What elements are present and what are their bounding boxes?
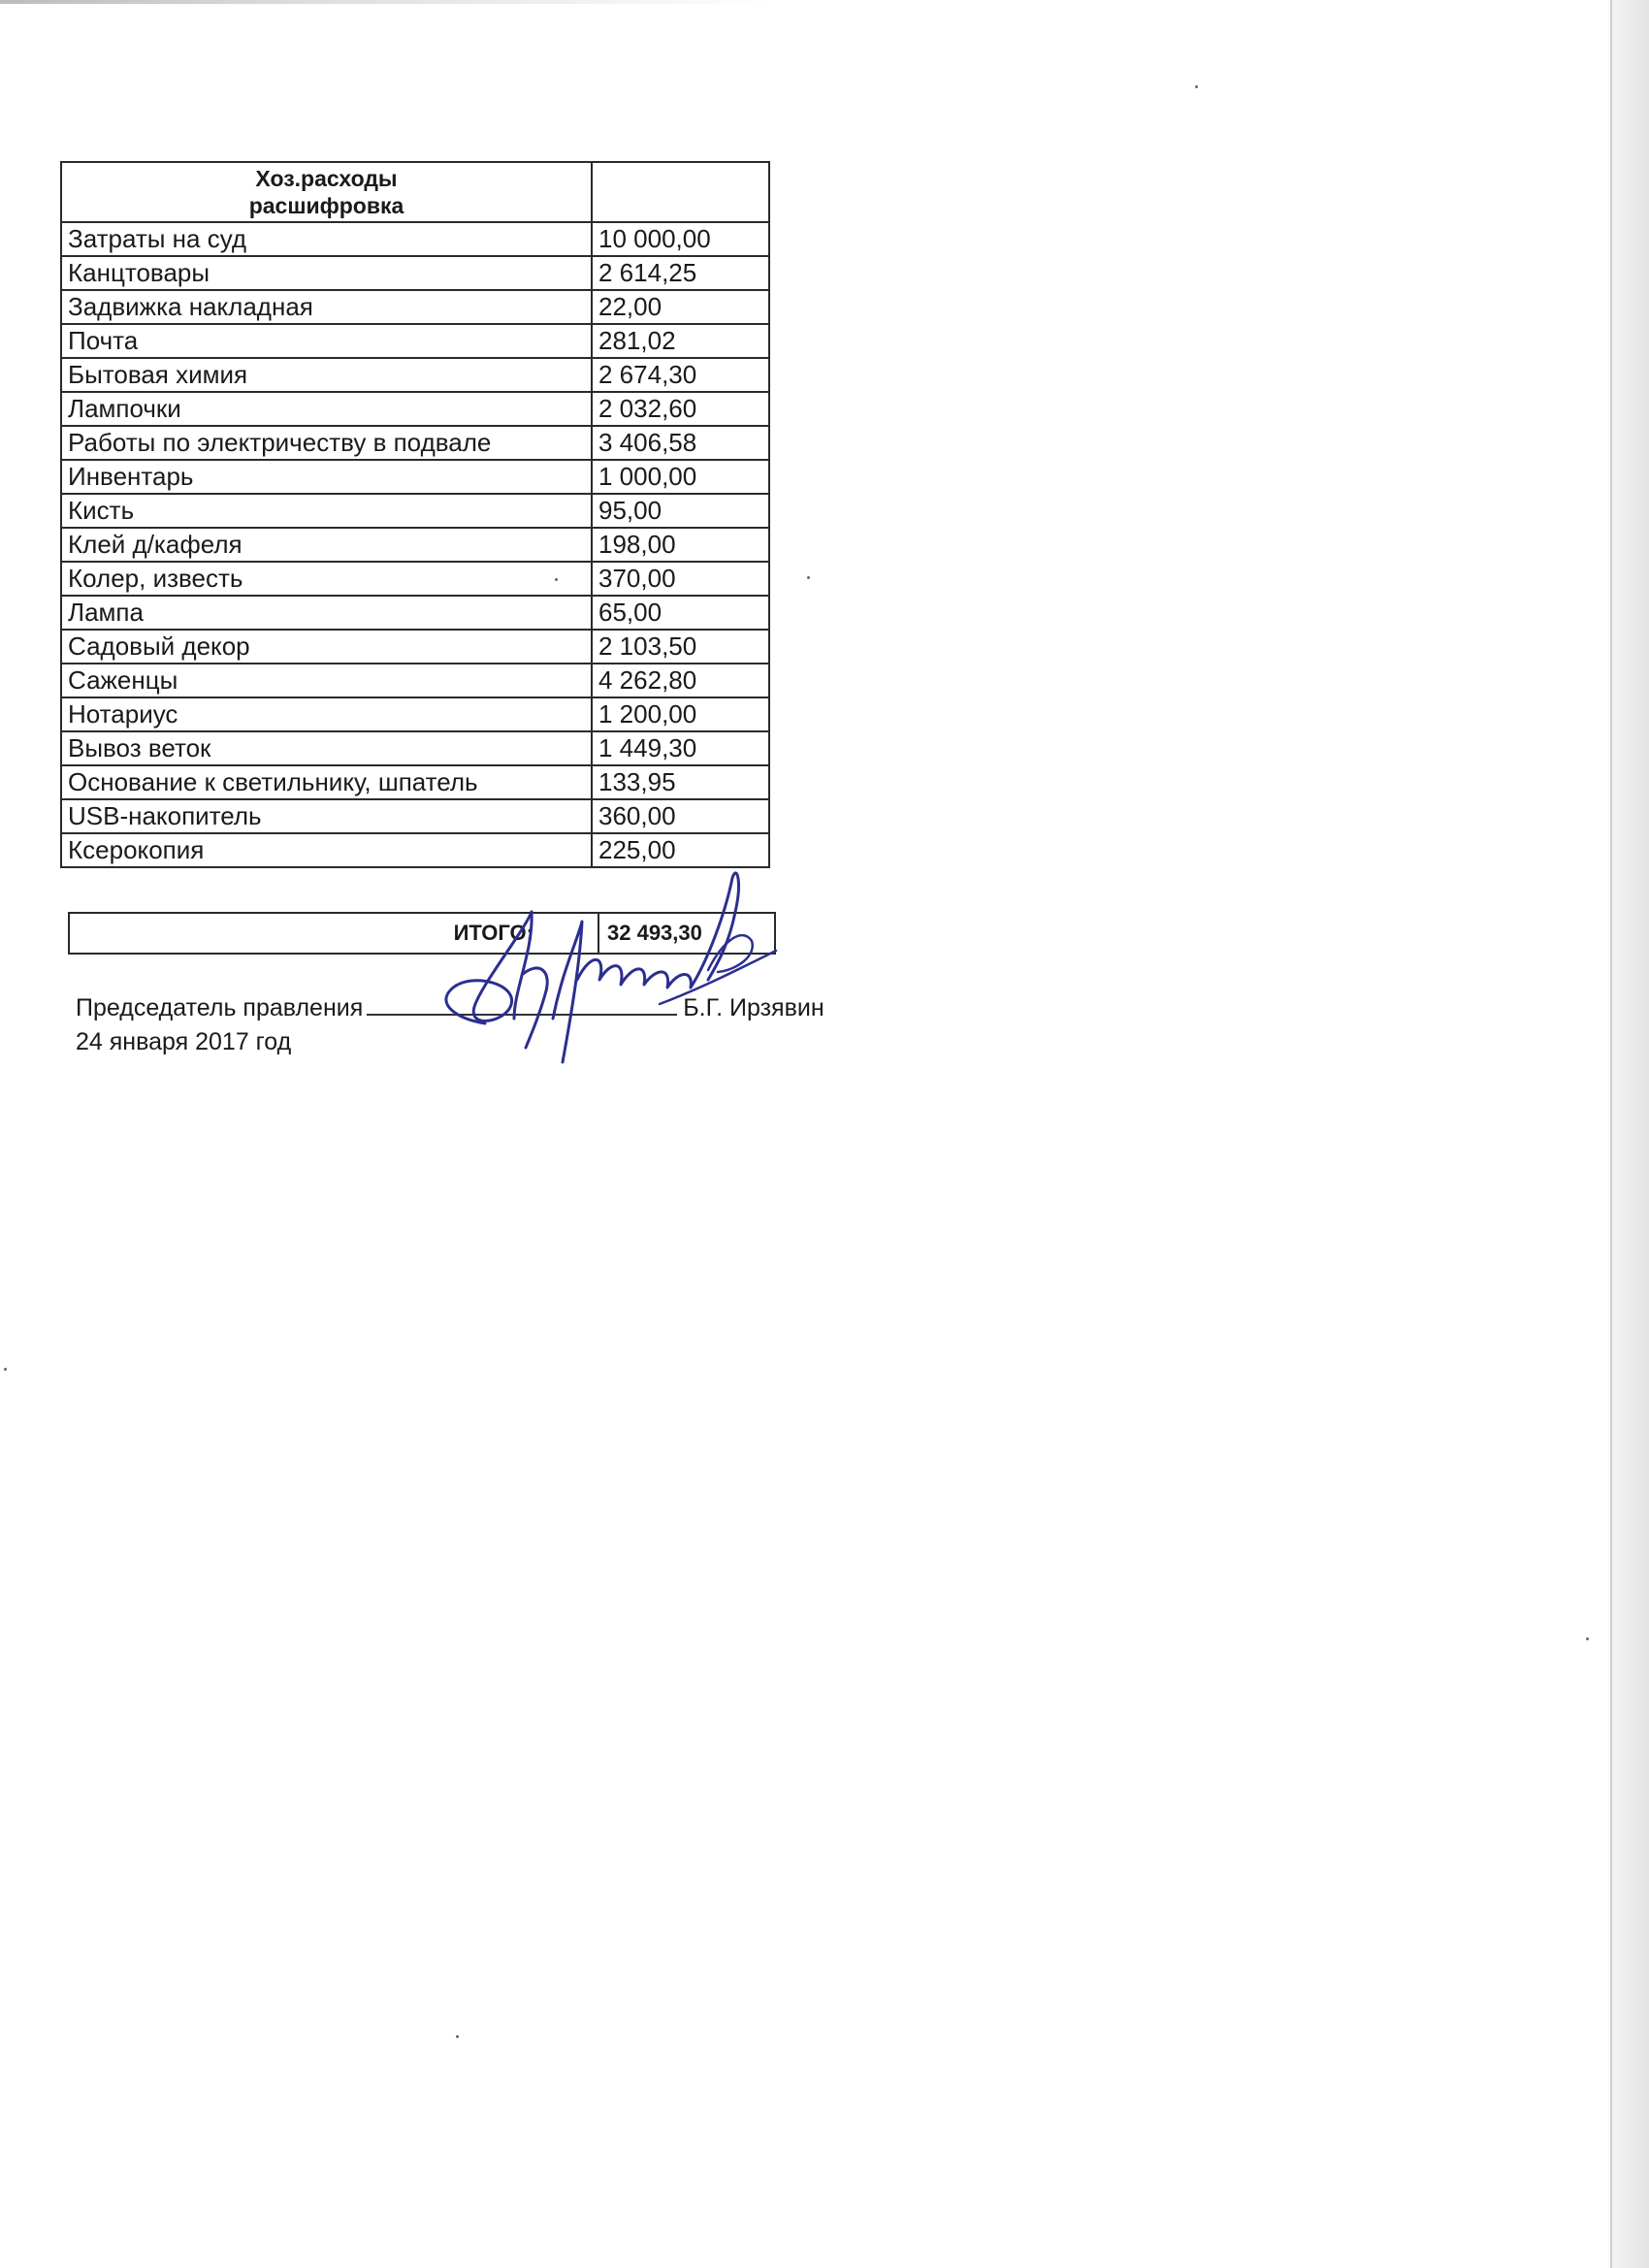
expense-name-cell: Основание к светильнику, шпатель [61, 765, 592, 799]
expense-value-cell: 4 262,80 [592, 664, 769, 697]
scan-speck [1586, 1637, 1589, 1640]
header-line-1: Хоз.расходы [255, 166, 398, 191]
expense-name-cell: Вывоз веток [61, 731, 592, 765]
scan-page-edge-line [1610, 0, 1612, 2268]
expense-name-cell: Бытовая химия [61, 358, 592, 392]
expense-value-cell: 2 103,50 [592, 630, 769, 664]
signature-stroke [553, 922, 582, 1062]
expense-value-cell: 95,00 [592, 494, 769, 528]
signature-stroke [446, 912, 532, 1023]
expense-value-cell: 22,00 [592, 290, 769, 324]
expense-value-cell: 198,00 [592, 528, 769, 562]
total-value: 32 493,30 [598, 913, 775, 954]
expense-value-cell: 2 674,30 [592, 358, 769, 392]
table-row [61, 664, 769, 697]
expense-table [60, 161, 770, 868]
total-label: ИТОГО: [69, 913, 598, 954]
expense-name-cell: Нотариус [61, 697, 592, 731]
table-header-value [592, 162, 769, 222]
chairman-label: Председатель правления [76, 994, 364, 1021]
expense-name-cell: Клей д/кафеля [61, 528, 592, 562]
table-row [61, 494, 769, 528]
scan-speck [456, 2035, 459, 2038]
header-line-2: расшифровка [248, 193, 404, 218]
expense-value-cell: 1 000,00 [592, 460, 769, 494]
scan-speck [555, 578, 558, 581]
expense-value-cell: 2 032,60 [592, 392, 769, 426]
expense-name-cell: Лампочки [61, 392, 592, 426]
table-row [61, 324, 769, 358]
table-row [61, 596, 769, 630]
expense-name-cell: Задвижка накладная [61, 290, 592, 324]
table-header-row [61, 162, 769, 222]
expense-value-cell: 1 200,00 [592, 697, 769, 731]
expense-name-cell: Саженцы [61, 664, 592, 697]
handwritten-signature [417, 825, 786, 1096]
scan-speck [1195, 85, 1198, 88]
document-date: 24 января 2017 год [76, 1028, 292, 1055]
expense-name-cell: Канцтовары [61, 256, 592, 290]
table-row [61, 630, 769, 664]
expense-value-cell: 10 000,00 [592, 222, 769, 256]
signature-stroke [691, 873, 738, 988]
expense-name-cell: Лампа [61, 596, 592, 630]
table-row [61, 528, 769, 562]
expense-name-cell: Ксерокопия [61, 833, 592, 867]
expense-value-cell: 281,02 [592, 324, 769, 358]
table-row [61, 765, 769, 799]
expense-value-cell: 370,00 [592, 562, 769, 596]
table-row [61, 562, 769, 596]
scan-speck [807, 576, 810, 579]
table-row [61, 426, 769, 460]
expense-name-cell: Садовый декор [61, 630, 592, 664]
expense-name-cell: Работы по электричеству в подвале [61, 426, 592, 460]
table-row [61, 358, 769, 392]
expense-value-cell: 1 449,30 [592, 731, 769, 765]
scan-page-edge [1610, 0, 1649, 2268]
table-row [61, 256, 769, 290]
table-row [61, 392, 769, 426]
scan-top-edge [0, 0, 776, 4]
expense-value-cell: 225,00 [592, 833, 769, 867]
table-row [61, 697, 769, 731]
table-row [61, 290, 769, 324]
expense-value-cell: 65,00 [592, 596, 769, 630]
table-row [61, 222, 769, 256]
table-row [61, 731, 769, 765]
expense-value-cell: 133,95 [592, 765, 769, 799]
expense-name-cell: Почта [61, 324, 592, 358]
expense-value-cell: 360,00 [592, 799, 769, 833]
expense-name-cell: Инвентарь [61, 460, 592, 494]
expense-name-cell: USB-накопитель [61, 799, 592, 833]
expense-name-cell: Кисть [61, 494, 592, 528]
expense-value-cell: 3 406,58 [592, 426, 769, 460]
table-row [61, 460, 769, 494]
expense-name-cell: Затраты на суд [61, 222, 592, 256]
chairman-name: Б.Г. Ирзявин [683, 994, 824, 1021]
table-header-title [61, 162, 592, 222]
scan-speck [4, 1368, 7, 1371]
expense-value-cell: 2 614,25 [592, 256, 769, 290]
expense-name-cell: Колер, известь [61, 562, 592, 596]
signature-stroke [577, 959, 691, 988]
